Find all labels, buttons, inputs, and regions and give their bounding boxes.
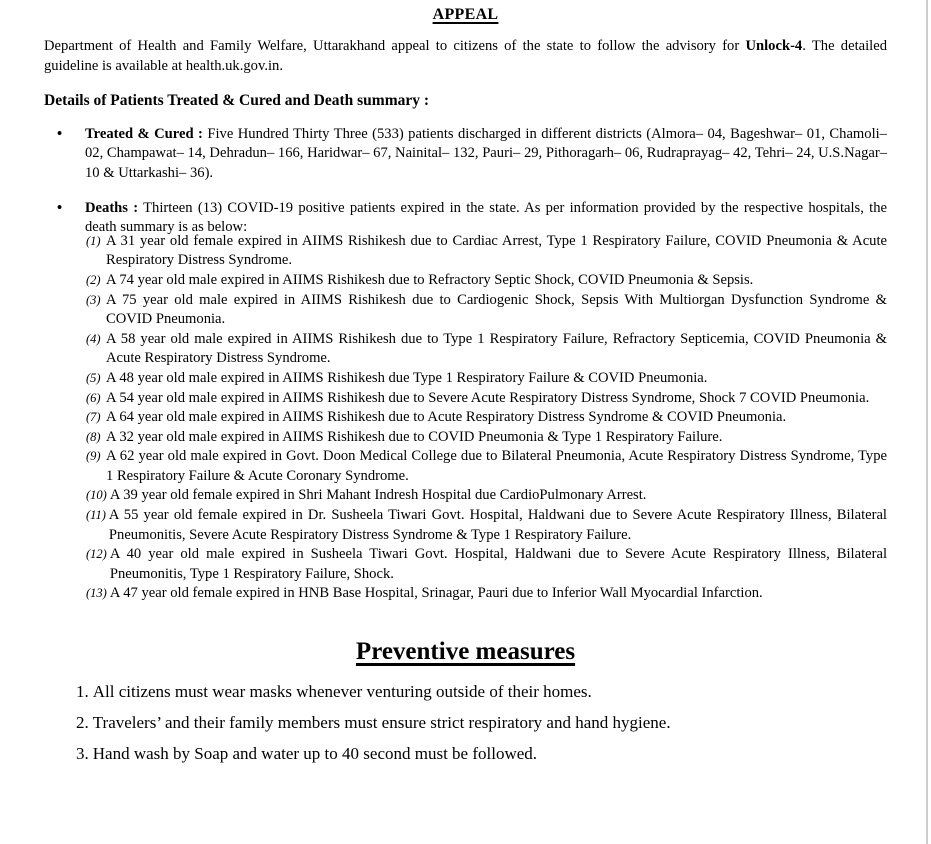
death-item-number: (8) <box>86 429 101 444</box>
death-item-text: A 64 year old male expired in AIIMS Rishikesh due to Acute Respiratory Distress Syndrome & COVID Pneumonia. <box>106 409 787 426</box>
death-item-number: (4) <box>86 331 101 346</box>
death-item-text: A 31 year old female expired in AIIMS Rishikesh due to Cardiac Arrest, Type 1 Respiratory Failure, COVID Pneumonia & Acute Respiratory Distress Syndrome. <box>106 232 887 269</box>
death-item-number: (13) <box>86 586 107 601</box>
death-list-item <box>86 408 887 428</box>
death-summary-list <box>86 232 887 604</box>
death-item-text: A 74 year old male expired in AIIMS Rishikesh due to Refractory Septic Shock, COVID Pneumonia & Sepsis. <box>106 271 754 288</box>
bullet-icon: • <box>57 199 63 216</box>
death-item-number: (10) <box>86 488 107 503</box>
preventive-item-number: 2. <box>76 713 89 733</box>
death-list-item <box>86 506 887 545</box>
preventive-item-number: 1. <box>76 682 89 702</box>
preventive-measures-heading <box>44 638 887 666</box>
death-item-number: (11) <box>86 508 106 523</box>
preventive-item-text: Hand wash by Soap and water up to 40 second must be followed. <box>92 744 538 764</box>
death-list-item <box>86 545 887 584</box>
preventive-list-item <box>76 676 887 707</box>
page-edge-line <box>926 0 928 844</box>
death-item-text: A 47 year old female expired in HNB Base Hospital, Srinagar, Pauri due to Inferior Wall Myocardial Infarction. <box>109 585 763 602</box>
death-list-item <box>86 330 887 369</box>
preventive-measures-heading-text: Preventive measures <box>355 638 576 666</box>
intro-paragraph <box>44 37 887 76</box>
death-item-text: A 39 year old female expired in Shri Mahant Indresh Hospital due CardioPulmonary Arrest. <box>109 487 647 504</box>
preventive-item-number: 3. <box>76 744 89 764</box>
preventive-list-item <box>76 707 887 738</box>
death-item-text: A 75 year old male expired in AIIMS Rishikesh due to Cardiogenic Shock, Sepsis With Multiorgan Dysfunction Syndrome & COVID Pneumonia. <box>106 291 887 328</box>
death-item-number: (6) <box>86 390 101 405</box>
appeal-heading <box>44 5 887 24</box>
death-list-item <box>86 369 887 389</box>
deaths-label: Deaths : <box>85 199 139 216</box>
death-item-number: (5) <box>86 370 101 385</box>
treated-cured-bullet <box>57 125 887 184</box>
death-item-text: A 40 year old male expired in Susheela Tiwari Govt. Hospital, Haldwani due to Severe Acute Respiratory Illness, Bilateral Pneumonitis, Type 1 Respiratory Failure, Shock. <box>109 546 887 582</box>
appeal-heading-text: APPEAL <box>432 6 499 23</box>
preventive-item-text: Travelers’ and their family members must ensure strict respiratory and hand hygiene. <box>92 713 671 733</box>
preventive-item-text: All citizens must wear masks whenever venturing outside of their homes. <box>92 682 592 702</box>
death-list-item <box>86 584 887 604</box>
death-list-item <box>86 447 887 486</box>
death-list-item <box>86 271 887 291</box>
bullet-icon: • <box>57 125 63 142</box>
death-list-item <box>86 291 887 330</box>
death-item-text: A 48 year old male expired in AIIMS Rishikesh due Type 1 Respiratory Failure & COVID Pneumonia. <box>106 369 708 386</box>
intro-text-pre: Department of Health and Family Welfare, Uttarakhand appeal to citizens of the state to follow the advisory for <box>44 38 746 54</box>
details-summary-heading: Details of Patients Treated & Cured and Death summary : <box>44 91 430 109</box>
death-item-text: A 62 year old male expired in Govt. Doon Medical College due to Bilateral Pneumonia, Acute Respiratory Distress Syndrome, Type 1 Respiratory Failure & Acute Coronary Syndrome. <box>106 448 887 484</box>
death-item-text: A 58 year old male expired in AIIMS Rishikesh due to Type 1 Respiratory Failure, Refractory Septicemia, COVID Pneumonia & Acute Respiratory Distress Syndrome. <box>106 330 887 367</box>
death-list-item <box>86 428 887 448</box>
treated-cured-label: Treated & Cured : <box>85 125 203 142</box>
death-list-item <box>86 232 887 271</box>
summary-bullet-list <box>44 125 887 604</box>
death-item-number: (12) <box>86 547 107 562</box>
death-list-item <box>86 486 887 506</box>
death-item-number: (3) <box>86 292 101 307</box>
deaths-body: Thirteen (13) COVID-19 positive patients expired in the state. As per information provided by the respective hospitals, the death summary is as below: <box>85 199 887 236</box>
death-item-text: A 32 year old male expired in AIIMS Rishikesh due to COVID Pneumonia & Type 1 Respiratory Failure. <box>106 428 723 445</box>
death-item-text: A 55 year old female expired in Dr. Susheela Tiwari Govt. Hospital, Haldwani due to Severe Acute Respiratory Illness, Bilateral Pneumonitis, Severe Acute Respiratory Distress Syndrome & Type 1 Respiratory Failure. <box>108 507 887 543</box>
preventive-measures-list <box>76 676 887 769</box>
preventive-list-item <box>76 738 887 769</box>
intro-text-bold: Unlock-4 <box>745 38 803 54</box>
treated-cured-text <box>85 125 887 184</box>
death-item-text: A 54 year old male expired in AIIMS Rishikesh due to Severe Acute Respiratory Distress Syndrome, Shock 7 COVID Pneumonia. <box>106 389 870 406</box>
death-item-number: (9) <box>86 449 101 464</box>
death-item-number: (7) <box>86 410 101 425</box>
death-item-number: (2) <box>86 272 101 287</box>
death-list-item <box>86 389 887 409</box>
treated-cured-body: Five Hundred Thirty Three (533) patients discharged in different districts (Almora– 04, Bageshwar– 01, Chamoli– 02, Champawat– 14, Dehradun– 166, Haridwar– 67, Nainital– 132, Pauri– 29, Pithoragarh– 06, Rudraprayag– 42, Tehri– 24, U.S.Nagar– 10 & Uttarkashi– 36). <box>85 125 888 181</box>
death-item-number: (1) <box>86 233 101 248</box>
intro-text-post: . The detailed guideline is available at health.uk.gov.in. <box>44 38 887 74</box>
